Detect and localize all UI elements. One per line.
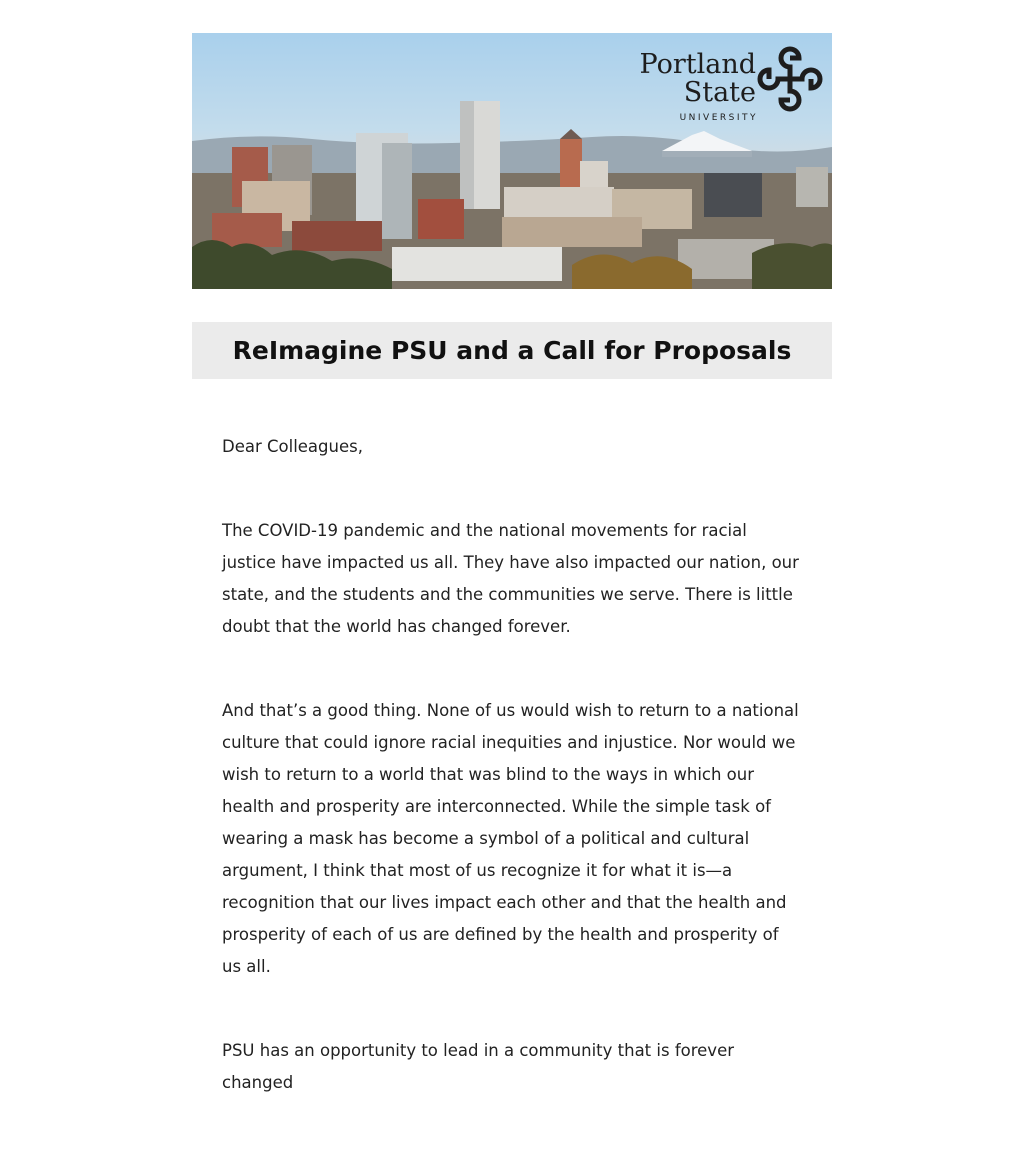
email-title: ReImagine PSU and a Call for Proposals [232,336,792,365]
email-message [192,33,832,1151]
body-paragraph: PSU has an opportunity to lead in a community that is forever changed [222,1041,734,1092]
psu-interlocking-mark-icon [764,53,816,105]
logo-line-portland: Portland [639,49,756,80]
title-bar [192,322,832,379]
logo-wordmark [640,51,757,123]
logo-line-university: UNIVERSITY [679,113,758,123]
logo-line-state: State [683,77,756,108]
psu-logo[interactable] [640,51,817,123]
email-body [192,379,832,1099]
greeting: Dear Colleagues, [222,437,363,456]
body-paragraph: The COVID-19 pandemic and the national movements for racial justice have impacted us all. They have also impacted our nation, our state, and the students and the communities we serve. There is little doubt that the world has changed forever. [222,521,799,636]
body-paragraph: And that’s a good thing. None of us would wish to return to a national culture that could ignore racial inequities and injustice. Nor would we wish to return to a world that was blind to the ways in which our health and prosperity are interconnected. While the simple task of wearing a mask has become a symbol of a political and cultural argument, I think that most of us recognize it for what it is—a recognition that our lives impact each other and that the health and prosperity of each of us are defined by the health and prosperity of us all. [222,701,799,976]
header-banner [192,33,832,289]
